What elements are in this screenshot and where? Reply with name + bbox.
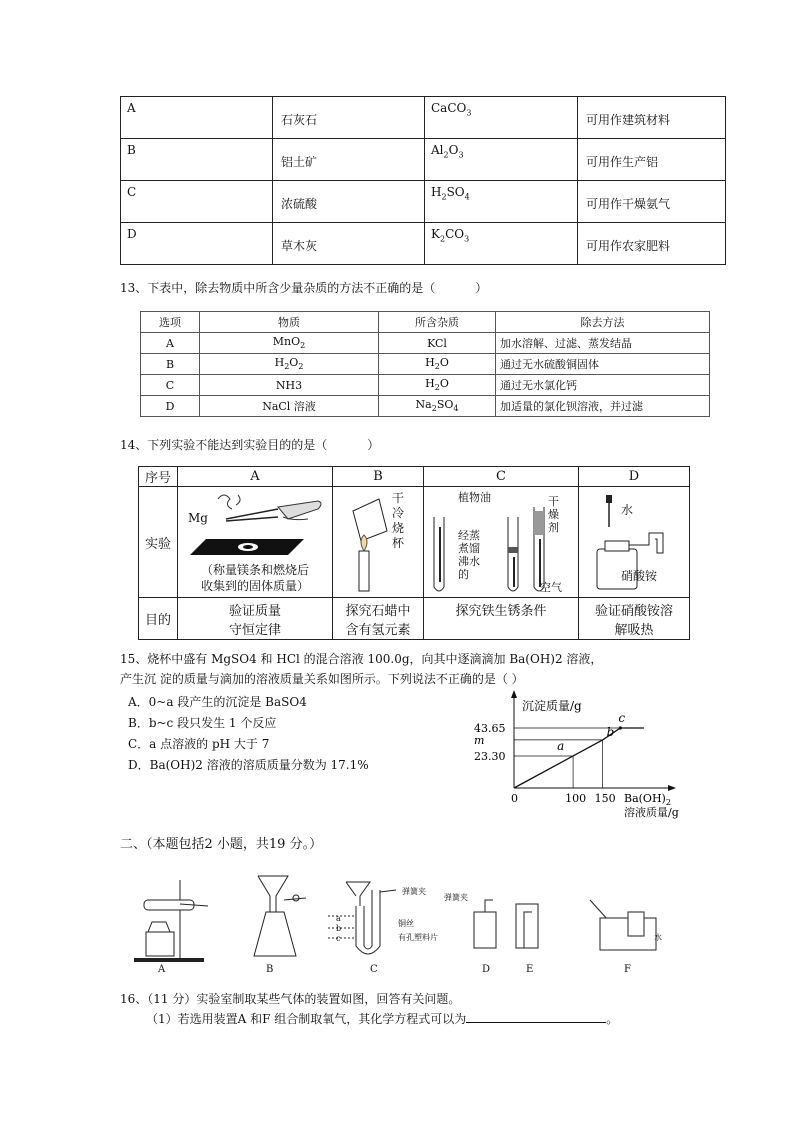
q16-stem: 16、（11 分）实验室制取某些气体的装置如图，回答有关问题。 xyxy=(120,992,461,1006)
point-label: b xyxy=(606,724,615,739)
experiment-b-cell xyxy=(333,487,424,598)
label-a: A xyxy=(158,964,166,975)
mg-burning-figure xyxy=(178,487,332,567)
x-tick-label: 150 xyxy=(594,792,616,805)
table-row: 实验 Mg （称量镁条和燃烧后 收集到的固体质量） 干 冷 烧 杯 植物油 经蒸 煮馏 沸水 的 干 燥 剂 空气 水 硝酸铵 xyxy=(139,487,690,598)
option-cell: D xyxy=(127,227,137,241)
name-cell: 石灰石 xyxy=(281,113,318,127)
point-label: c xyxy=(618,711,626,725)
y-axis-label: 沉淀质量/g xyxy=(522,699,582,713)
point-label: a xyxy=(557,738,565,753)
name-cell: 铝土矿 xyxy=(281,155,318,169)
y-tick-label: 43.65 xyxy=(474,722,506,735)
option-a: A．0~a 段产生的沉淀是 BaSO4 xyxy=(128,695,307,709)
c-tube-label: 铜丝 xyxy=(398,919,414,928)
label-e: E xyxy=(526,964,534,975)
apparatus-a xyxy=(134,880,208,962)
name-cell: 草木灰 xyxy=(281,239,318,253)
b-clip-label: 弹簧夹 xyxy=(444,893,468,902)
table-row: B $H_2O_2$ $H_2O$ 通过无水硫酸铜固体 xyxy=(141,354,710,375)
experiment-c-cell: 植物油 经蒸 煮馏 沸水 的 干 燥 剂 空气 xyxy=(424,487,579,598)
formula-cell: $K_2CO_3$ xyxy=(431,227,470,244)
use-cell: 可用作建筑材料 xyxy=(586,113,671,127)
x-axis-label: $Ba(OH)_2$ xyxy=(624,792,671,807)
x-tick-label: 100 xyxy=(565,792,587,805)
c-clip-label: 弹簧夹 xyxy=(402,887,426,896)
y-tick-label: m xyxy=(474,733,485,747)
x-axis-label-2: 溶液质量/g xyxy=(624,806,679,819)
table-row xyxy=(121,223,726,265)
table-row: A MnO$_2$ KCl 加水溶解、过滤、蒸发结晶 xyxy=(141,333,710,354)
q14-table xyxy=(138,466,690,640)
y-tick-label: 23.30 xyxy=(474,749,506,763)
label-b: B xyxy=(266,964,274,975)
c-plate-label: 有孔塑料片 xyxy=(398,933,438,942)
boiled-water-label: 经蒸 煮馏 沸水 的 xyxy=(458,529,480,581)
formula-cell: $Al_2O_3$ xyxy=(431,143,464,160)
q12-table xyxy=(120,96,726,265)
q16-part1: （1）若选用装置A 和F 组合制取氧气，其化学方程式可以为 。 xyxy=(146,1012,619,1026)
x-tick-label: 0 xyxy=(511,792,518,805)
data-point xyxy=(619,726,622,729)
q13-table xyxy=(140,311,710,417)
use-cell: 可用作农家肥料 xyxy=(586,239,671,253)
candle-beaker-figure xyxy=(333,487,423,597)
option-cell: B xyxy=(127,143,136,157)
q15-stem-line1: 15、烧杯中盛有 MgSO4 和 HCl 的混合溶液 100.0g，向其中逐滴滴加 Ba(OH)2 溶液， xyxy=(120,652,603,666)
c-abc-labels: a b c xyxy=(336,914,342,943)
y-axis-arrow xyxy=(511,690,517,698)
f-water-label: 水 xyxy=(654,933,662,942)
answer-blank[interactable] xyxy=(466,1010,606,1023)
option-b: B．b~c 段只发生 1 个反应 xyxy=(128,716,277,730)
experiment-a-cell: Mg （称量镁条和燃烧后 收集到的固体质量） xyxy=(178,487,333,598)
table-row: C NH3 $H_2O$ 通过无水氯化钙 xyxy=(141,375,710,396)
experiment-d-cell: 水 硝酸铵 xyxy=(579,487,690,598)
apparatus-de xyxy=(474,900,538,948)
formula-cell: CaCO$_3$ xyxy=(431,101,472,118)
desiccant-label: 干 燥 剂 xyxy=(548,495,559,534)
table-row xyxy=(121,181,726,223)
table-row: D NaCl 溶液 $Na_2SO_4$ 加适量的氯化钡溶液，并过滤 xyxy=(141,396,710,417)
table-header: 序号 A B C D xyxy=(139,467,690,487)
section-heading: 二、（本题包括2 小题，共19 分。） xyxy=(120,837,323,852)
use-cell: 可用作生产铝 xyxy=(586,155,659,169)
apparatus-b xyxy=(254,876,306,956)
q15-stem-line2: 产生沉 淀的质量与滴加的溶液质量关系如图所示。下列说法不正确的是（ ） xyxy=(120,672,524,686)
option-d: D．Ba(OH)2 溶液的溶质质量分数为 17.1% xyxy=(128,758,369,772)
option-cell: A xyxy=(127,101,136,115)
x-axis-arrow xyxy=(668,785,676,791)
formula-cell: $H_2SO_4$ xyxy=(431,185,470,202)
label-d: D xyxy=(482,964,491,975)
series-line xyxy=(514,728,644,788)
table-header: 选项 物质 所含杂质 除去方法 xyxy=(141,312,710,333)
beaker-label: 干 冷 烧 杯 xyxy=(391,491,404,550)
option-cell: C xyxy=(127,185,137,199)
table-row: 目的 验证质量 守恒定律 探究石蜡中 含有氢元素 探究铁生锈条件 验证硝酸铵溶 解吸热 xyxy=(139,598,690,640)
q13-stem: 13、下表中，除去物质中所含少量杂质的方法不正确的是（ ） xyxy=(120,281,488,295)
use-cell: 可用作干燥氨气 xyxy=(586,197,671,211)
label-f: F xyxy=(624,964,631,975)
table-row xyxy=(121,139,726,181)
name-cell: 浓硫酸 xyxy=(281,197,318,211)
q14-stem: 14、下列实验不能达到实验目的的是（ ） xyxy=(120,438,380,452)
apparatus-f xyxy=(590,900,656,950)
label-c: C xyxy=(370,964,378,975)
precipitate-chart xyxy=(470,690,700,820)
q15-options xyxy=(128,692,369,776)
table-row xyxy=(121,97,726,139)
option-c: C．a 点溶液的 pH 大于 7 xyxy=(128,737,270,751)
